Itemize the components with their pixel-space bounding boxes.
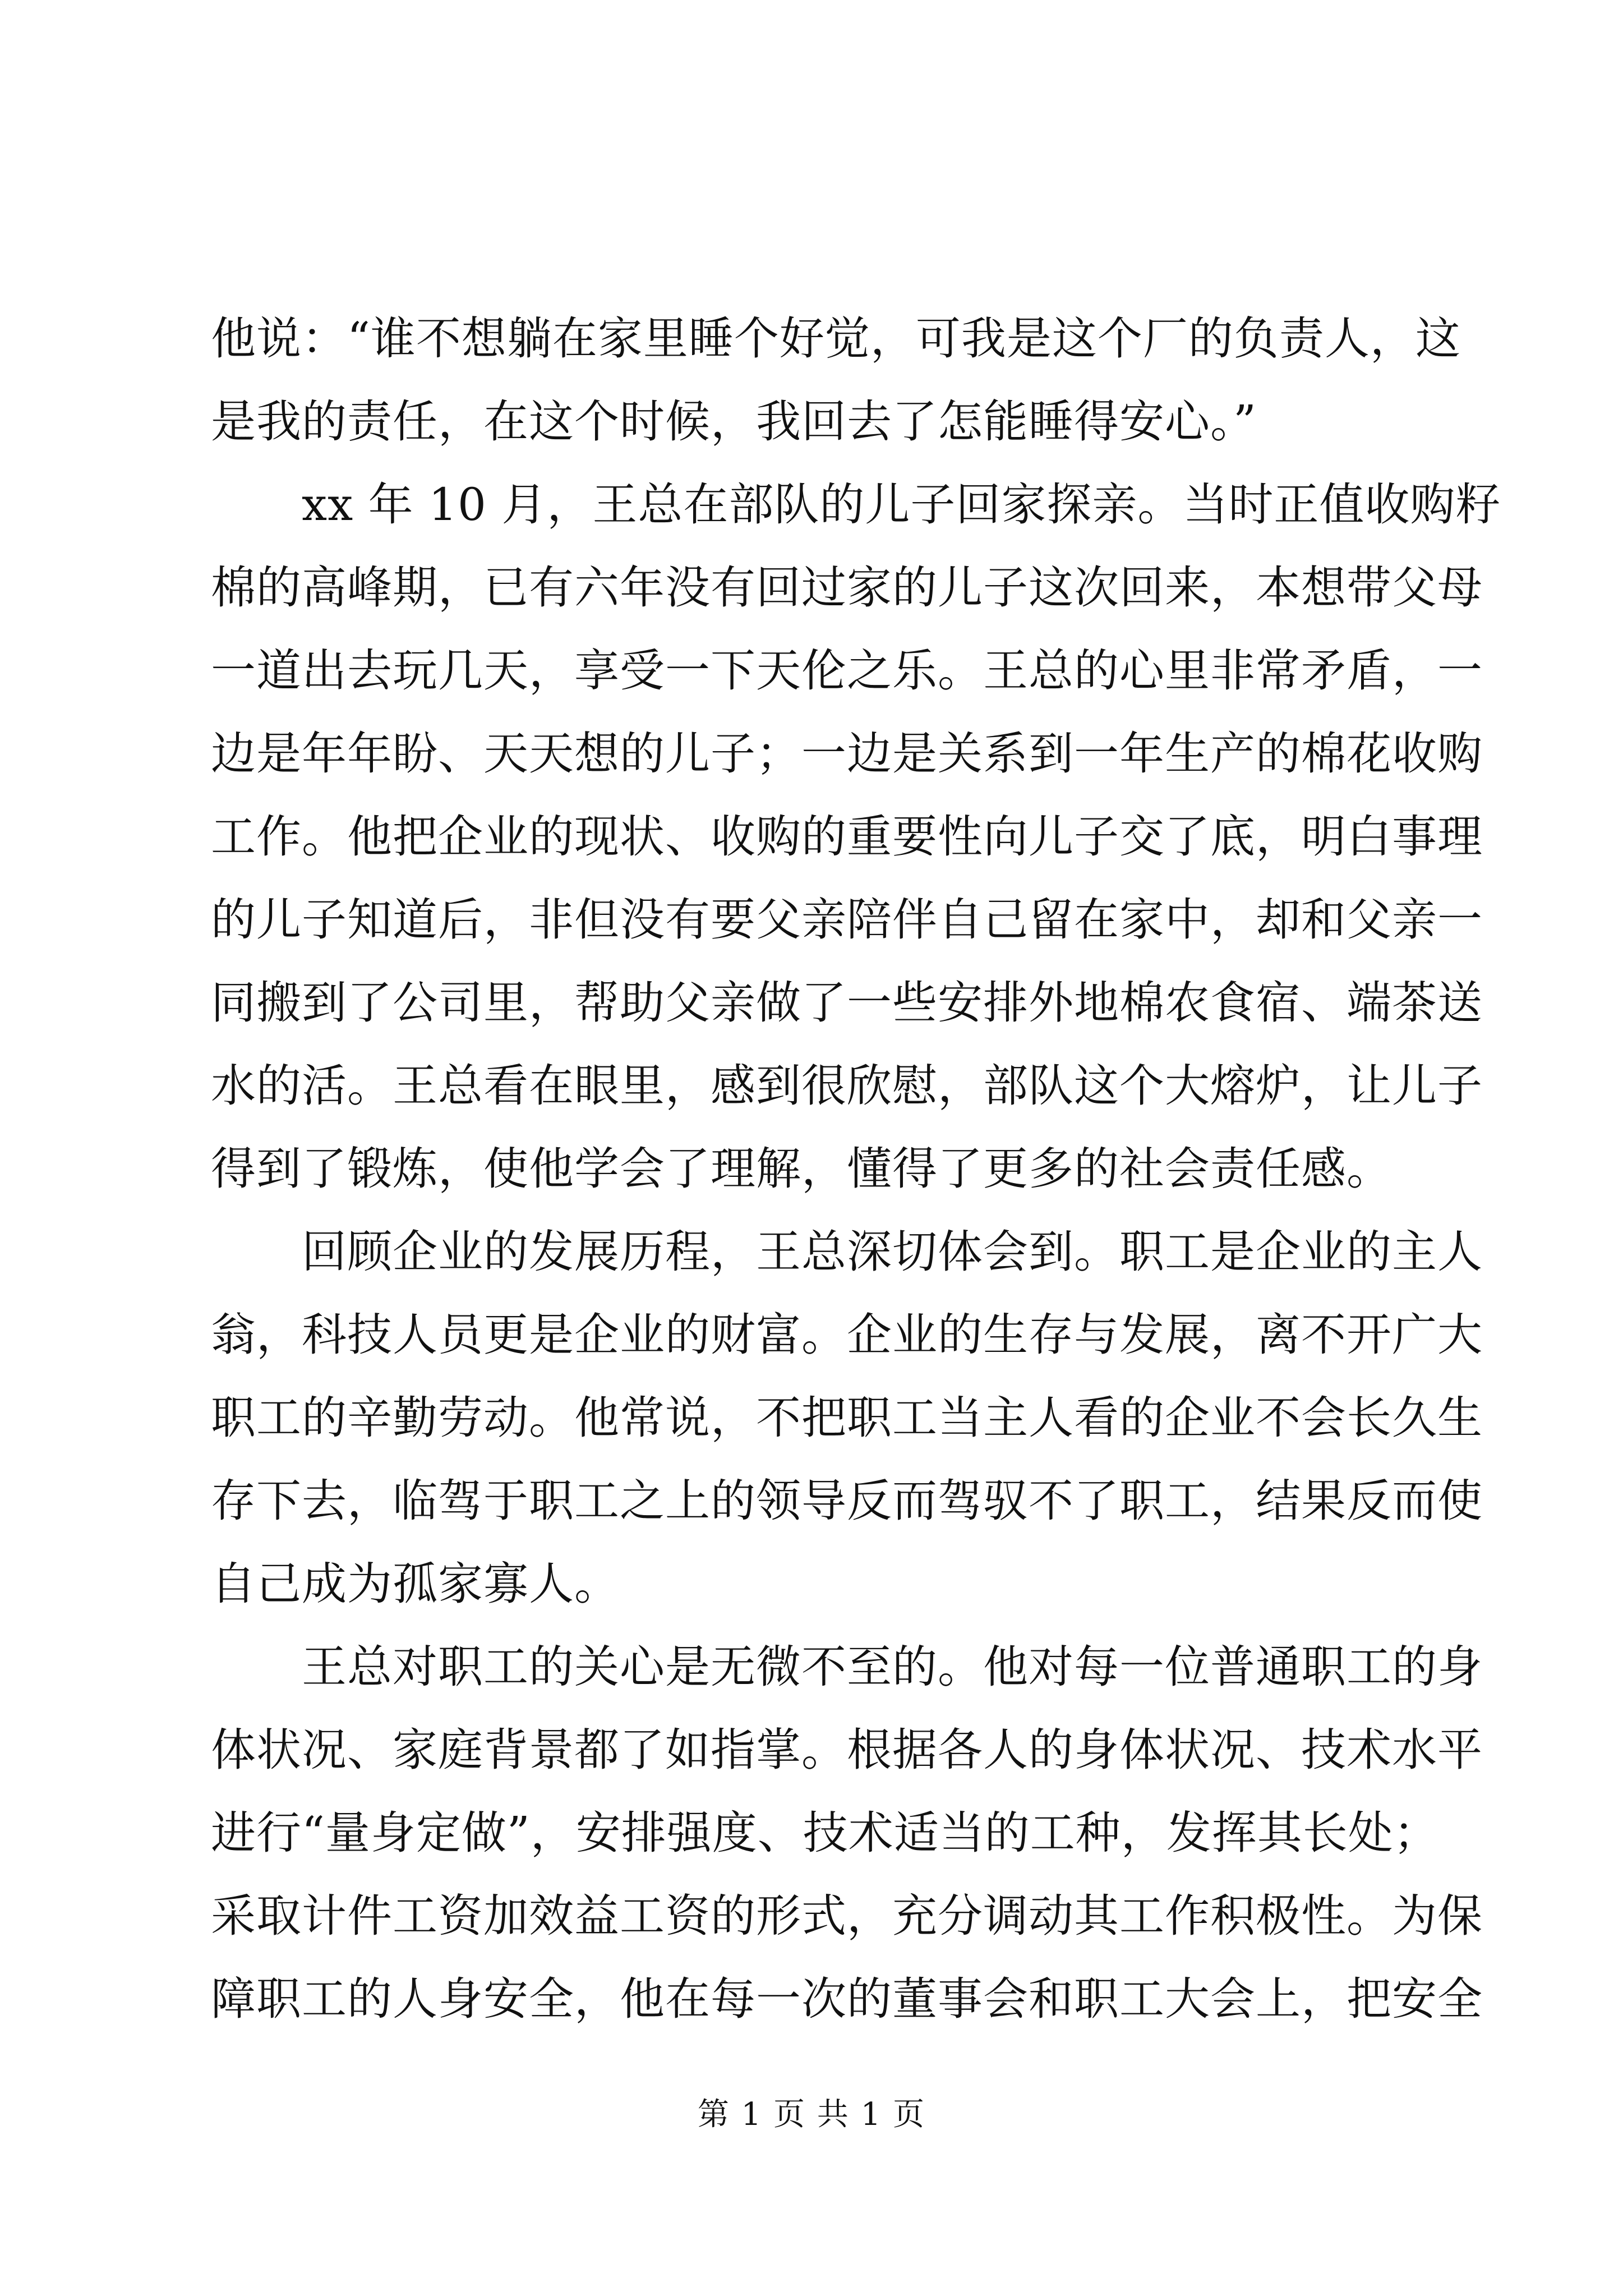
text-line: 边是年年盼、天天想的儿子；一边是关系到一年生产的棉花收购 — [211, 728, 1483, 780]
text-line: 进行“量身定做”，安排强度、技术适当的工种，发挥其长处； — [211, 1807, 1439, 1859]
text-line: xx 年 10 月，王总在部队的儿子回家探亲。当时正值收购籽 — [211, 478, 1501, 531]
text-line: 得到了锻炼，使他学会了理解，懂得了更多的社会责任感。 — [211, 1143, 1392, 1195]
text-line: 的儿子知道后，非但没有要父亲陪伴自己留在家中，却和父亲一 — [211, 894, 1483, 946]
text-line: 工作。他把企业的现状、收购的重要性向儿子交了底，明白事理 — [211, 811, 1483, 863]
text-line: 存下去，临驾于职工之上的领导反而驾驭不了职工，结果反而使 — [211, 1475, 1483, 1527]
text-line: 翁，科技人员更是企业的财富。企业的生存与发展，离不开广大 — [211, 1309, 1483, 1361]
text-line: 体状况、家庭背景都了如指掌。根据各人的身体状况、技术水平 — [211, 1724, 1483, 1776]
text-line: 一道出去玩几天，享受一下天伦之乐。王总的心里非常矛盾，一 — [211, 645, 1483, 697]
document-body — [211, 297, 1501, 2041]
text-line: 水的活。王总看在眼里，感到很欣慰，部队这个大熔炉，让儿子 — [211, 1060, 1483, 1112]
text-line: 职工的辛勤劳动。他常说，不把职工当主人看的企业不会长久生 — [211, 1392, 1483, 1444]
text-line: 回顾企业的发展历程，王总深切体会到。职工是企业的主人 — [211, 1226, 1483, 1278]
text-line: 障职工的人身安全，他在每一次的董事会和职工大会上，把安全 — [211, 1973, 1483, 2025]
page-footer: 第 1 页 共 1 页 — [697, 2096, 926, 2133]
text-line: 采取计件工资加效益工资的形式，充分调动其工作积极性。为保 — [211, 1890, 1483, 1942]
text-line: 棉的高峰期，已有六年没有回过家的儿子这次回来，本想带父母 — [211, 562, 1483, 614]
text-line: 他说：“谁不想躺在家里睡个好觉，可我是这个厂的负责人，这 — [211, 312, 1461, 365]
text-line: 王总对职工的关心是无微不至的。他对每一位普通职工的身 — [211, 1641, 1483, 1693]
text-line: 同搬到了公司里，帮助父亲做了一些安排外地棉农食宿、端茶送 — [211, 977, 1483, 1029]
text-line: 自己成为孤家寡人。 — [211, 1558, 620, 1610]
text-line: 是我的责任，在这个时候，我回去了怎能睡得安心。” — [211, 395, 1257, 448]
